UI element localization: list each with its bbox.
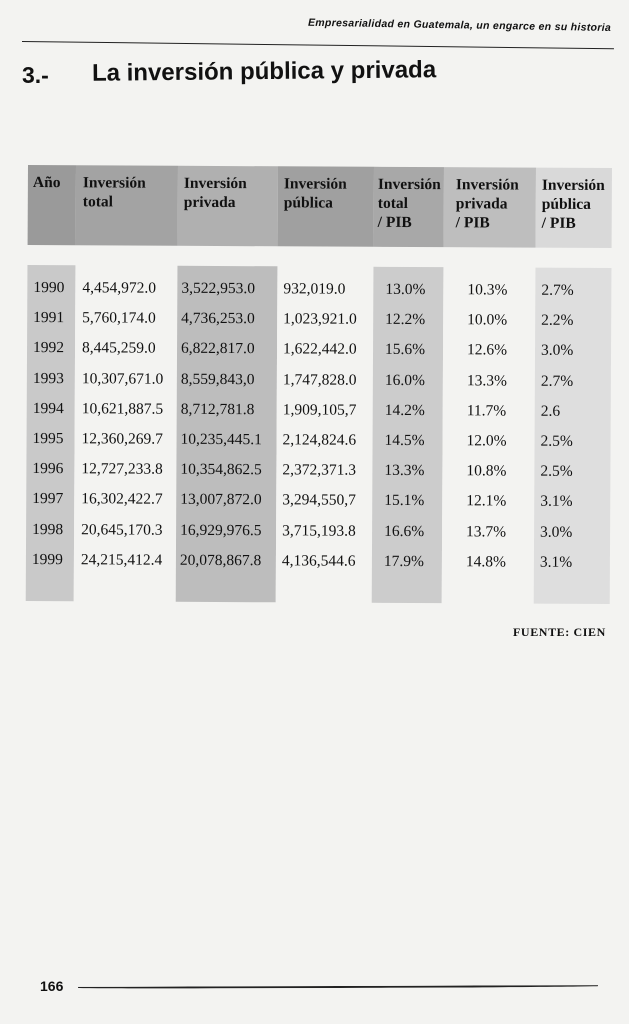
- table-cell: 16.6%: [384, 522, 425, 540]
- column-inv_privada: [176, 166, 278, 603]
- table-cell: 1,622,442.0: [282, 340, 357, 359]
- column-total_pib: [372, 167, 444, 603]
- column-header-privada_pib: [444, 167, 536, 247]
- table-cell: 10.0%: [467, 311, 508, 329]
- table-cell: 4,454,972.0: [82, 279, 157, 297]
- column-header-publica_pib: [536, 168, 612, 248]
- table-cell: 4,136,544.6: [281, 552, 356, 570]
- table-cell: 2.6: [540, 402, 561, 420]
- table-cell: 20,645,170.3: [81, 520, 163, 539]
- column-inv_total: [74, 165, 178, 602]
- table-cell: 4,736,253.0: [181, 309, 255, 328]
- table-cell: 5,760,174.0: [82, 309, 156, 327]
- table-cell: 12,360,269.7: [81, 430, 163, 448]
- table-cell: 10.3%: [467, 281, 508, 299]
- column-header-label: Inversión total / PIB: [377, 175, 441, 232]
- table-cell: 16,929,976.5: [180, 521, 262, 539]
- table-cell: 1,909,105,7: [282, 401, 357, 419]
- page-number: 166: [40, 978, 64, 994]
- table-cell: 20,078,867.8: [179, 551, 262, 569]
- table-cell: 1997: [32, 490, 64, 508]
- table-cell: 2.5%: [540, 462, 573, 480]
- table-cell: 12.0%: [466, 432, 507, 450]
- column-header-label: Inversión privada / PIB: [455, 176, 519, 232]
- table-cell: 10,235,445.1: [180, 430, 262, 449]
- table-cell: 2.7%: [540, 372, 574, 390]
- table-cell: 11.7%: [466, 402, 507, 420]
- column-header-inv_privada: [178, 166, 278, 247]
- table-source: FUENTE: CIEN: [513, 625, 606, 639]
- column-header-label: Inversión privada: [183, 174, 247, 212]
- section-number: 3.-: [22, 62, 49, 88]
- table-cell: 15.6%: [384, 341, 426, 359]
- table-cell: 2,372,371.3: [282, 461, 357, 479]
- table-cell: 6,822,817.0: [180, 340, 255, 358]
- table-cell: 13.7%: [466, 522, 507, 541]
- table-cell: 8,445,259.0: [81, 339, 156, 358]
- table-cell: 1,747,828.0: [282, 370, 357, 389]
- table-cell: 1993: [32, 369, 64, 387]
- table-cell: 1998: [32, 520, 64, 538]
- table-cell: 13.0%: [385, 280, 426, 299]
- table-cell: 12.6%: [466, 341, 508, 359]
- investment-table: [26, 165, 612, 604]
- table-cell: 3,522,953.0: [181, 279, 256, 298]
- column-privada_pib: [442, 167, 536, 603]
- table-cell: 2.5%: [540, 432, 573, 450]
- table-cell: 14.2%: [384, 401, 425, 419]
- column-inv_publica: [276, 166, 374, 602]
- footer-rule: [78, 985, 598, 989]
- column-anio: [26, 165, 76, 601]
- table-cell: 2.7%: [541, 281, 574, 299]
- header-rule: [22, 41, 614, 49]
- table-cell: 3.1%: [540, 492, 573, 511]
- table-cell: 2.2%: [541, 311, 574, 330]
- table-cell: 10,621,887.5: [81, 400, 164, 418]
- table-cell: 3,294,550,7: [282, 491, 356, 510]
- table-cell: 12,727,233.8: [81, 460, 163, 478]
- table-cell: 1992: [32, 339, 65, 357]
- column-header-label: Inversión total: [82, 174, 146, 211]
- column-header-label: Inversión pública / PIB: [541, 176, 605, 232]
- column-publica_pib: [534, 168, 612, 604]
- table-cell: 10.8%: [466, 462, 507, 480]
- table-cell: 14.8%: [465, 552, 507, 571]
- table-cell: 1991: [33, 309, 65, 327]
- table-cell: 3.0%: [540, 523, 573, 541]
- table-cell: 16,302,422.7: [81, 490, 163, 509]
- table-cell: 1,023,921.0: [283, 310, 357, 328]
- table-cell: 12.2%: [385, 311, 426, 329]
- running-head: Empresarialidad en Guatemala, un engarce en su historia: [307, 16, 612, 34]
- column-header-inv_total: [76, 165, 178, 246]
- table-cell: 1995: [32, 429, 64, 448]
- table-cell: 1994: [32, 399, 64, 417]
- table-cell: 10,307,671.0: [81, 369, 164, 388]
- table-cell: 14.5%: [384, 431, 425, 450]
- table-cell: 16.0%: [384, 371, 425, 389]
- table-cell: 932,019.0: [283, 280, 346, 298]
- table-cell: 17.9%: [383, 552, 425, 570]
- table-cell: 3,715,193.8: [282, 521, 356, 540]
- table-cell: 13.3%: [384, 461, 425, 480]
- table-cell: 2,124,824.6: [282, 431, 357, 449]
- table-cell: 1996: [32, 460, 64, 478]
- column-header-total_pib: [374, 167, 444, 247]
- table-cell: 8,712,781.8: [180, 400, 255, 418]
- section-title: La inversión pública y privada: [91, 56, 437, 87]
- table-cell: 3.0%: [540, 342, 574, 360]
- table-cell: 1990: [33, 279, 65, 297]
- table-cell: 1999: [31, 550, 63, 568]
- table-cell: 24,215,412.4: [80, 550, 163, 569]
- column-header-anio: [28, 165, 76, 245]
- column-header-label: Inversión pública: [283, 175, 347, 212]
- table-cell: 10,354,862.5: [180, 460, 262, 479]
- table-cell: 3.1%: [539, 553, 573, 571]
- table-cell: 15.1%: [384, 492, 425, 510]
- table-cell: 13.3%: [466, 371, 507, 390]
- column-header-inv_publica: [278, 166, 374, 247]
- table-cell: 12.1%: [466, 492, 507, 510]
- column-header-label: Año: [32, 174, 61, 192]
- table-cell: 13,007,872.0: [180, 491, 262, 509]
- table-cell: 8,559,843,0: [180, 370, 255, 388]
